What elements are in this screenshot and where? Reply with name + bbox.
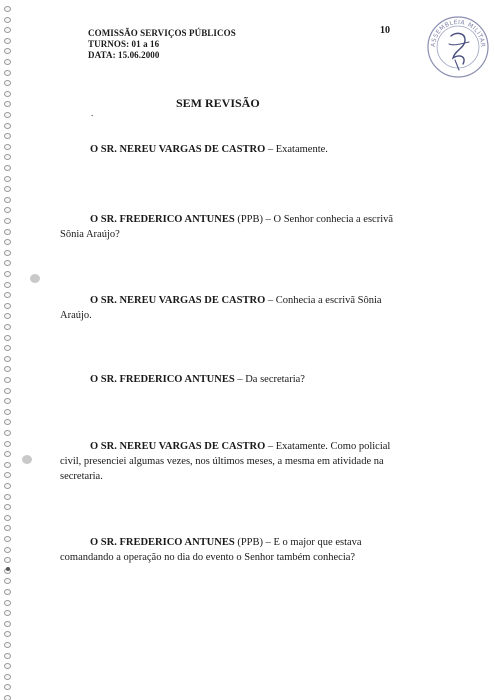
perforation-hole <box>4 642 11 648</box>
perforation-hole <box>4 695 11 700</box>
speech-text: – Exatamente. <box>265 144 328 155</box>
perforation-hole <box>4 663 11 669</box>
stray-dot: . <box>91 108 94 118</box>
perforation-hole <box>4 366 11 372</box>
perforation-hole <box>4 653 11 659</box>
perforation-hole <box>4 38 11 44</box>
perforation-hole <box>4 494 11 500</box>
perforation-hole <box>4 430 11 436</box>
stamp-text: ASSEMBLEIA MILITAR <box>429 18 487 48</box>
perforation-hole <box>4 441 11 447</box>
perforation-hole <box>4 356 11 362</box>
speech-text: – Da secretaria? <box>234 374 305 385</box>
page-number: 10 <box>380 25 390 36</box>
perforation-hole <box>4 133 11 139</box>
perforation-hole <box>4 631 11 637</box>
scan-blot <box>6 567 10 571</box>
perforation-hole <box>4 250 11 256</box>
perforation-hole <box>4 483 11 489</box>
perforation-hole <box>4 536 11 542</box>
speech-text: (PPB) – E o major que estava comandando a operação no dia do evento o Senhor também conhecia? <box>60 537 362 563</box>
perforation-hole <box>4 186 11 192</box>
perforation-hole <box>4 91 11 97</box>
speaker-name: O SR. FREDERICO ANTUNES <box>90 374 235 385</box>
transcript-paragraph <box>60 212 400 242</box>
perforation-hole <box>4 112 11 118</box>
perforation-hole <box>4 239 11 245</box>
perforation-hole <box>4 388 11 394</box>
perforation-hole <box>4 271 11 277</box>
transcript-paragraph <box>60 293 400 323</box>
perforation-hole <box>4 462 11 468</box>
speech-text: – Exatamente. Como policial civil, presenciei algumas vezes, nos últimos meses, a mesma em atividade na secretaria. <box>60 441 391 482</box>
perforation-hole <box>4 218 11 224</box>
perforation-hole <box>4 621 11 627</box>
perforation-hole <box>4 557 11 563</box>
stamp-seal-icon <box>425 14 491 80</box>
perforation-hole <box>4 292 11 298</box>
perforation-hole <box>4 260 11 266</box>
speaker-name: O SR. FREDERICO ANTUNES <box>90 214 235 225</box>
perforation-hole <box>4 27 11 33</box>
perforation-hole <box>4 377 11 383</box>
speaker-name: O SR. NEREU VARGAS DE CASTRO <box>90 295 266 306</box>
perforation-hole <box>4 59 11 65</box>
perforation-hole <box>4 504 11 510</box>
perforation-hole <box>4 674 11 680</box>
perforation-hole <box>4 197 11 203</box>
perforation-hole <box>4 154 11 160</box>
perforation-holes <box>2 0 16 700</box>
perforation-hole <box>4 207 11 213</box>
perforation-hole <box>4 313 11 319</box>
perforation-hole <box>4 165 11 171</box>
header-commission: COMISSÃO SERVIÇOS PÚBLICOS <box>88 28 236 38</box>
scan-blot <box>22 455 32 464</box>
perforation-hole <box>4 472 11 478</box>
perforation-hole <box>4 451 11 457</box>
perforation-hole <box>4 419 11 425</box>
perforation-hole <box>4 229 11 235</box>
perforation-hole <box>4 176 11 182</box>
perforation-hole <box>4 123 11 129</box>
perforation-hole <box>4 324 11 330</box>
perforation-hole <box>4 610 11 616</box>
speaker-name: O SR. FREDERICO ANTUNES <box>90 537 235 548</box>
perforation-hole <box>4 515 11 521</box>
header-shifts: TURNOS: 01 a 16 <box>88 39 160 49</box>
perforation-hole <box>4 6 11 12</box>
speech-text: – Conhecia a escrivã Sônia Araújo. <box>60 295 382 321</box>
perforation-hole <box>4 578 11 584</box>
perforation-hole <box>4 144 11 150</box>
transcript-paragraph <box>60 372 400 387</box>
perforation-hole <box>4 684 11 690</box>
document-header <box>88 28 236 61</box>
perforation-hole <box>4 409 11 415</box>
perforation-hole <box>4 525 11 531</box>
transcript-paragraph <box>60 142 400 157</box>
speech-text: (PPB) – O Senhor conhecia a escrivã Sônia Araújo? <box>60 214 394 240</box>
perforation-hole <box>4 600 11 606</box>
revision-title: SEM REVISÃO <box>176 96 260 110</box>
perforation-hole <box>4 101 11 107</box>
perforation-hole <box>4 303 11 309</box>
header-date: DATA: 15.06.2000 <box>88 50 160 60</box>
perforation-hole <box>4 282 11 288</box>
perforation-hole <box>4 48 11 54</box>
perforation-hole <box>4 80 11 86</box>
perforation-hole <box>4 398 11 404</box>
scan-blot <box>30 274 40 283</box>
speaker-name: O SR. NEREU VARGAS DE CASTRO <box>90 144 266 155</box>
perforation-hole <box>4 17 11 23</box>
perforation-hole <box>4 589 11 595</box>
perforation-hole <box>4 547 11 553</box>
perforation-hole <box>4 345 11 351</box>
transcript-paragraph <box>60 535 400 565</box>
perforation-hole <box>4 70 11 76</box>
speaker-name: O SR. NEREU VARGAS DE CASTRO <box>90 441 266 452</box>
transcript-paragraph <box>60 439 400 484</box>
perforation-hole <box>4 335 11 341</box>
